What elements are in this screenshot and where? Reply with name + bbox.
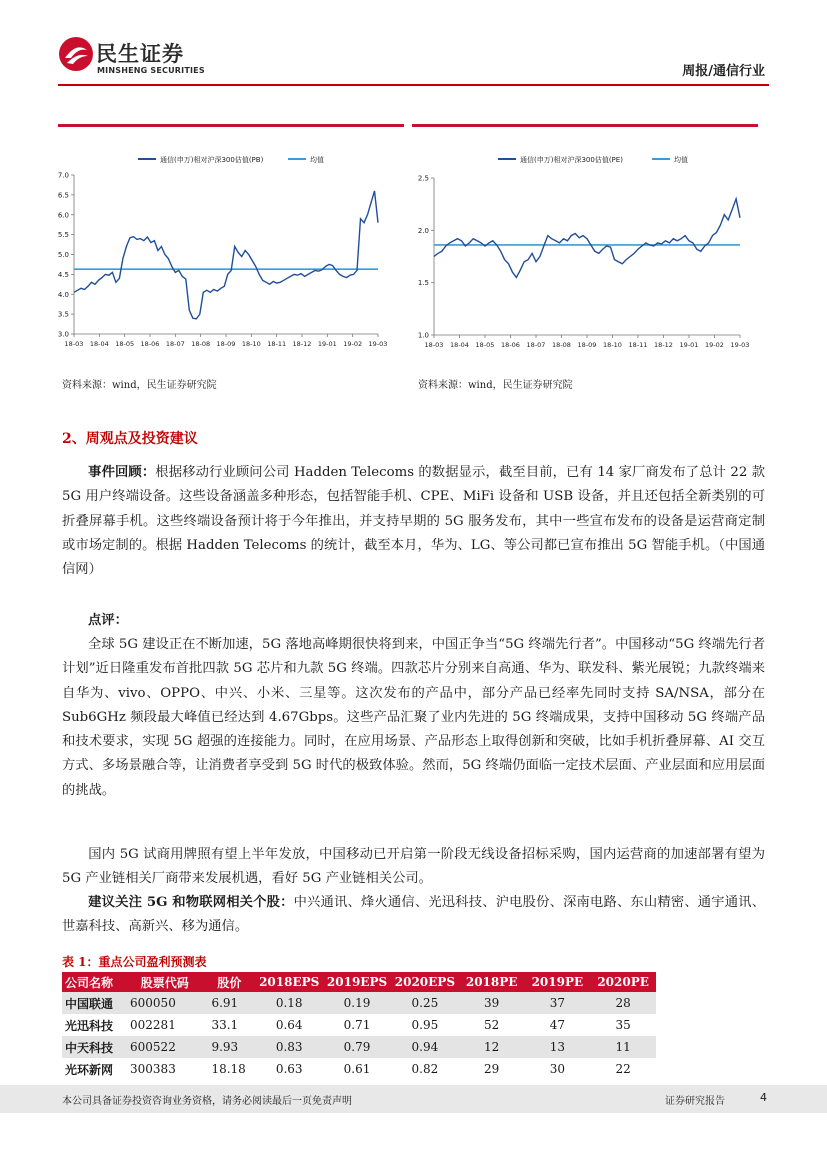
x-tick-label: 18-07 (526, 341, 546, 349)
x-tick-label: 18-04 (450, 341, 469, 349)
x-tick-label: 18-03 (64, 340, 84, 348)
paragraph-comment (62, 633, 765, 803)
pe-2019: 13 (525, 1036, 591, 1058)
y-tick-label: 2.0 (417, 226, 429, 235)
x-tick-label: 19-02 (343, 340, 363, 348)
section-title: 2、周观点及投资建议 (62, 431, 198, 447)
chart-pb (58, 124, 404, 360)
eps-2020: 0.25 (391, 992, 459, 1014)
x-tick-label: 19-03 (368, 340, 388, 348)
pe-2018: 29 (484, 1062, 500, 1076)
pe-2020: 11 (590, 1036, 656, 1058)
stock-code: 600050 (126, 992, 203, 1014)
table-title: 表 1：重点公司盈利预测表 (62, 955, 207, 969)
y-tick-label: 4.5 (58, 270, 69, 279)
table-header-cell: 公司名称 (62, 972, 126, 992)
x-tick-label: 19-01 (679, 341, 699, 349)
eps-2019: 0.19 (323, 992, 391, 1014)
outlook-text: 国内 5G 试商用牌照有望上半年发放，中国移动已开启第一阶段无线设备招标采购，国内运营商的加速部署有望为 5G 产业链相关厂商带来发展机遇，看好 5G 产业链相关公司。 (62, 847, 765, 887)
eps-2018: 0.63 (275, 1062, 303, 1076)
chart-pb-svg (58, 127, 404, 357)
page-header (0, 0, 827, 86)
table-header-cell: 2019PE (525, 972, 591, 992)
pe-2018: 12 (459, 1036, 525, 1058)
footer-disclaimer: 本公司具备证券投资咨询业务资格，请务必阅读最后一页免责声明 (62, 1096, 352, 1107)
legend-label-mean: 均值 (674, 156, 688, 164)
chart-pe-svg (412, 127, 758, 357)
table-row (62, 1036, 656, 1058)
table-header-cell: 2020EPS (391, 972, 459, 992)
x-tick-label: 18-07 (165, 340, 185, 348)
stock-price: 9.93 (203, 1036, 255, 1058)
earnings-table (62, 972, 656, 1080)
table-row (62, 1014, 656, 1036)
series-line (74, 191, 378, 319)
eps-2020: 0.95 (411, 1018, 439, 1032)
header-rule (58, 84, 769, 86)
y-tick-label: 4.0 (58, 290, 69, 299)
eps-2019: 0.79 (323, 1036, 391, 1058)
table-header-cell: 2018PE (459, 972, 525, 992)
paragraph-event (62, 461, 765, 582)
pe-2020: 28 (590, 992, 656, 1014)
logo-text-cn: 民生证券 (96, 42, 184, 66)
x-tick-label: 18-11 (628, 341, 648, 349)
company-name: 中天科技 (62, 1036, 126, 1058)
eps-2020: 0.82 (411, 1062, 439, 1076)
eps-2020: 0.94 (391, 1036, 459, 1058)
x-tick-label: 18-05 (475, 341, 495, 349)
chart-pe (412, 124, 758, 360)
paragraph-outlook (62, 843, 765, 892)
x-tick-label: 18-08 (191, 340, 211, 348)
x-tick-label: 18-10 (603, 341, 622, 349)
table-header-cell: 2020PE (590, 972, 656, 992)
x-tick-label: 19-01 (317, 340, 337, 348)
y-tick-label: 5.0 (58, 251, 69, 259)
x-tick-label: 18-12 (292, 340, 312, 348)
stock-code: 002281 (130, 1018, 176, 1032)
company-name: 光迅科技 (65, 1018, 114, 1033)
chart-source-left: 资料来源：wind，民生证券研究院 (62, 380, 217, 391)
logo (58, 36, 205, 76)
minsheng-logo-icon (58, 36, 94, 72)
y-tick-label: 3.5 (58, 310, 69, 319)
pe-2018: 52 (484, 1018, 500, 1032)
logo-text-en: MINSHENG SECURITIES (97, 66, 205, 75)
event-label: 事件回顾： (88, 465, 156, 480)
recommendation-text: 中兴通讯、烽火通信、光迅科技、沪电股份、深南电路、东山精密、通宇通讯、世嘉科技、高新兴、移为通信。 (62, 895, 766, 935)
table-header-row (62, 972, 656, 992)
eps-2019: 0.71 (343, 1018, 371, 1032)
comment-text: 全球 5G 建设正在不断加速，5G 落地高峰期很快将到来，中国正争当“5G 终端先行者”。中国移动“5G 终端先行者计划”近日隆重发布首批四款 5G 芯片和九款 5G 终端。四款芯片分别来自高通、华为、联发科、紫光展锐；九款终端来自华为、vivo、OPPO、中兴、小米、三星等。这次发布的产品中，部分产品已经率先同时支持 SA/NSA，部分在 Sub6GHz 频段最大峰值已经达到 4.67Gbps。这些产品汇聚了业内先进的 5G 终端成果，支持中国移动 5G 终端产品和技术要求，实现 5G 超强的连接能力。同时，在应用场景、产品形态上取得创新和突破，比如手机折叠屏幕、AI 交互方式、多场景融合等，让消费者享受到 5G 时代的极致体验。然而，5G 终端仍面临一定技术层面、产业层面和应用层面的挑战。 (62, 637, 765, 798)
y-tick-label: 1.0 (417, 331, 429, 340)
page-footer (0, 1085, 827, 1113)
x-tick-label: 18-10 (241, 340, 261, 348)
table-header-cell: 股票代码 (126, 972, 203, 992)
pe-2019: 47 (549, 1018, 566, 1032)
legend-label-mean: 均值 (310, 156, 324, 164)
x-tick-label: 19-03 (730, 341, 750, 349)
y-tick-label: 6.0 (58, 211, 69, 220)
y-tick-label: 2.5 (417, 174, 429, 183)
eps-2018: 0.18 (255, 992, 323, 1014)
table-row (62, 992, 656, 1014)
stock-code: 300383 (130, 1062, 176, 1076)
legend-label-series: 通信(申万)相对沪深300估值(PB) (160, 156, 264, 164)
page-number: 4 (760, 1091, 767, 1104)
stock-price: 6.91 (203, 992, 255, 1014)
pe-2018: 39 (459, 992, 525, 1014)
stock-code: 600522 (126, 1036, 203, 1058)
x-tick-label: 18-05 (115, 340, 135, 348)
y-tick-label: 3.0 (58, 330, 69, 339)
x-tick-label: 18-11 (267, 340, 287, 348)
x-tick-label: 18-03 (424, 341, 444, 349)
paragraph-comment-label (62, 609, 765, 633)
legend-label-series: 通信(申万)相对沪深300估值(PE) (520, 156, 623, 164)
table-row (62, 1058, 656, 1080)
pe-2019: 37 (525, 992, 591, 1014)
stock-price: 33.1 (211, 1018, 239, 1032)
table-header-cell: 2019EPS (323, 972, 391, 992)
y-tick-label: 5.5 (58, 231, 69, 240)
company-name: 中国联通 (62, 992, 126, 1014)
footer-doc-type: 证券研究报告 (665, 1096, 725, 1107)
stock-price: 18.18 (211, 1062, 246, 1076)
pe-2020: 35 (615, 1018, 631, 1032)
table-header-cell: 股价 (203, 972, 255, 992)
company-name: 光环新网 (65, 1062, 114, 1077)
y-tick-label: 1.5 (417, 279, 429, 288)
x-tick-label: 18-04 (89, 340, 109, 348)
pe-2019: 30 (549, 1062, 566, 1076)
paragraph-recommendation (62, 891, 765, 940)
y-tick-label: 6.5 (58, 191, 69, 200)
comment-label: 点评： (88, 613, 128, 628)
y-tick-label: 7.0 (58, 171, 69, 180)
x-tick-label: 18-09 (216, 340, 236, 348)
eps-2018: 0.83 (255, 1036, 323, 1058)
event-text: 根据移动行业顾问公司 Hadden Telecoms 的数据显示，截至目前，已有 14 家厂商发布了总计 22 款 5G 用户终端设备。这些设备涵盖多种形态，包括智能手机、CPE、MiFi 设备和 USB 设备，并且还包括全新类别的可折叠屏幕手机。这些终端设备预计将于今年推出，并支持早期的 5G 服务发布，其中一些宣布发布的设备是运营商定制或市场定制的。根据 Hadden Telecoms 的统计，截至本月，华为、LG、等公司都已宣布推出 5G 智能手机。（中国通信网） (62, 465, 766, 578)
chart-source-right: 资料来源：wind，民生证券研究院 (418, 380, 573, 391)
pe-2020: 22 (615, 1062, 631, 1076)
x-tick-label: 18-06 (140, 340, 160, 348)
report-type: 周报/通信行业 (682, 64, 765, 79)
x-tick-label: 19-02 (705, 341, 724, 349)
x-tick-label: 18-12 (654, 341, 673, 349)
eps-2018: 0.64 (275, 1018, 303, 1032)
x-tick-label: 18-06 (501, 341, 520, 349)
table-header-cell: 2018EPS (255, 972, 323, 992)
series-line (434, 199, 740, 278)
eps-2019: 0.61 (343, 1062, 371, 1076)
recommendation-label: 建议关注 5G 和物联网相关个股： (88, 895, 294, 910)
x-tick-label: 18-09 (577, 341, 597, 349)
x-tick-label: 18-08 (552, 341, 571, 349)
